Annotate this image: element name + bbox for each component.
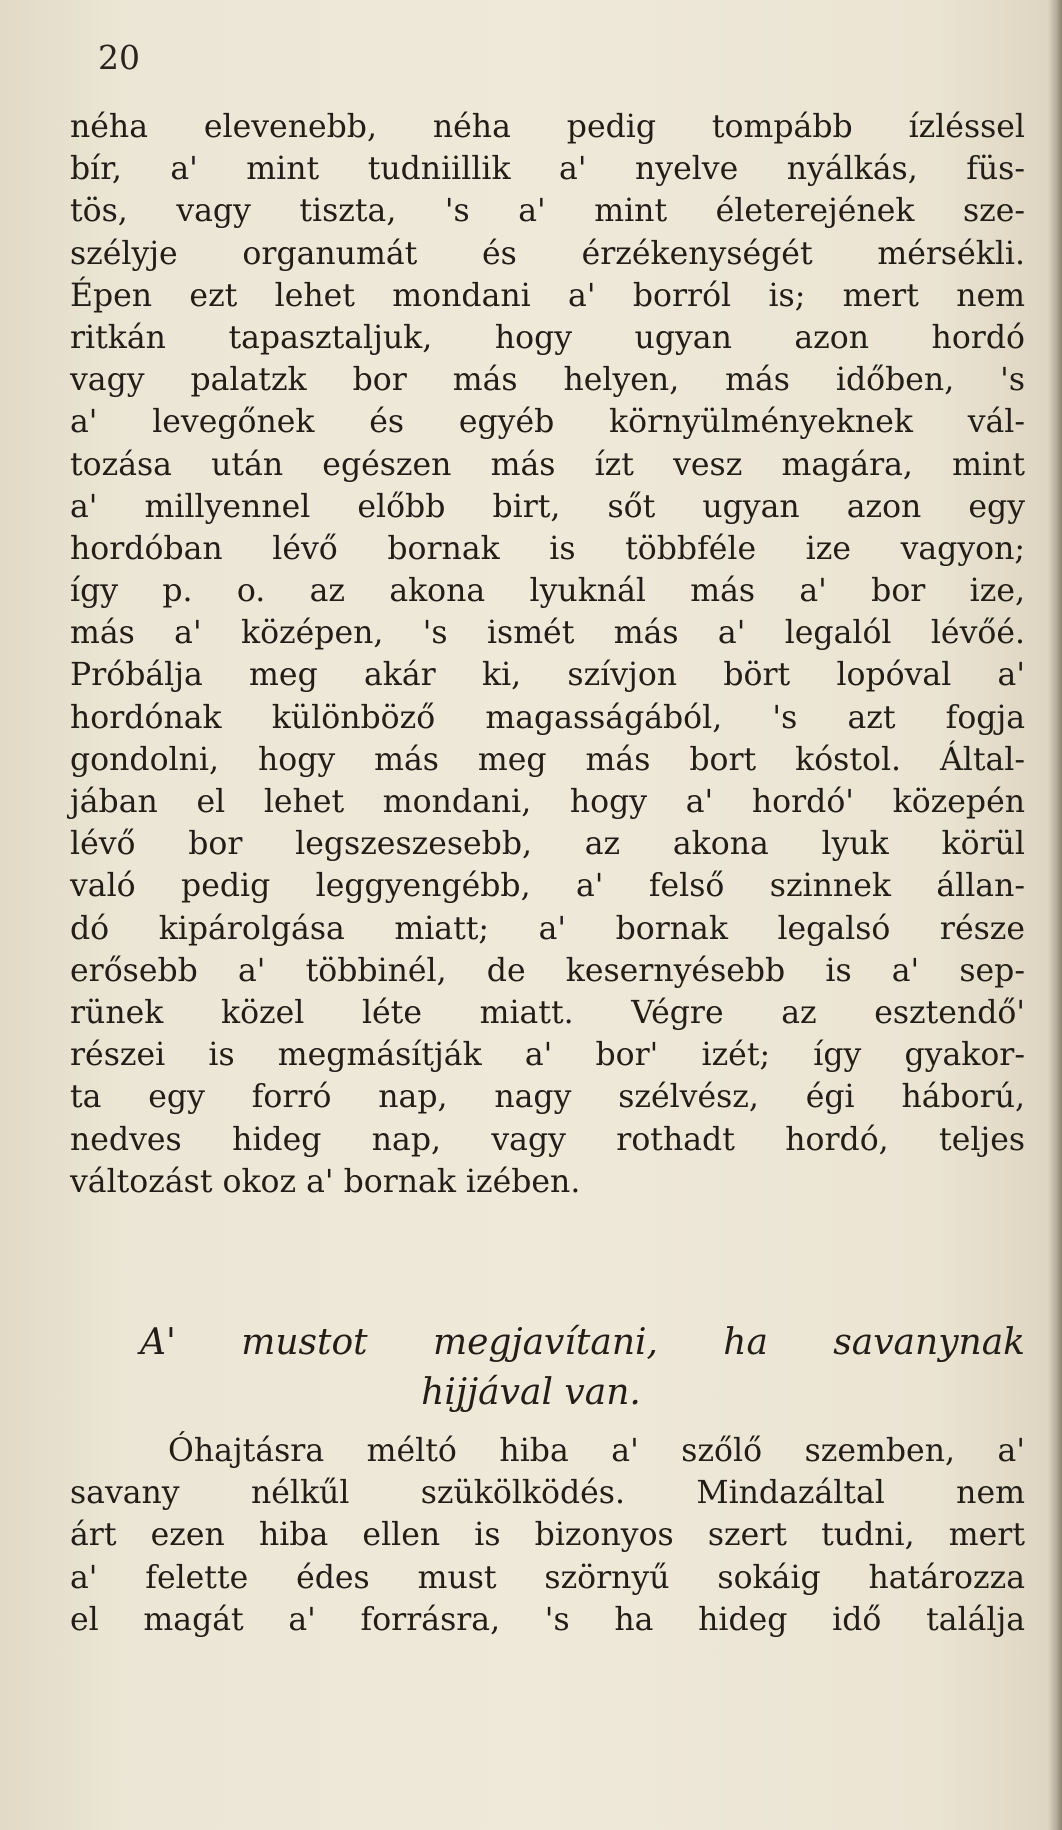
section-heading-line-2: hijjával van. xyxy=(421,1372,641,1413)
text-line: savany nélkűl szükölködés. Mindazáltal nem xyxy=(70,1475,1025,1512)
text-line: lévő bor legszeszesebb, az akona lyuk körül xyxy=(70,826,1025,863)
paragraph-2 xyxy=(70,1430,1025,1641)
text-line-last: változást okoz a' bornak izében. xyxy=(70,1163,581,1200)
text-line: így p. o. az akona lyuknál más a' bor ize, xyxy=(70,573,1025,610)
text-line: tös, vagy tiszta, 's a' mint életerejének sze- xyxy=(70,193,1025,230)
text-line: néha elevenebb, néha pedig tompább ízléssel xyxy=(70,109,1025,145)
text-line: dó kipárolgása miatt; a' bornak legalsó része xyxy=(70,910,1025,947)
text-line: más a' középen, 's ismét más a' legalól lévőé. xyxy=(70,615,1025,652)
text-line: vagy palatzk bor más helyen, más időben, 's xyxy=(70,362,1025,399)
text-line: el magát a' forrásra, 's ha hideg idő találja xyxy=(70,1601,1025,1638)
text-line: a' levegőnek és egyéb környülményeknek vál- xyxy=(70,404,1025,441)
text-line: hordónak különböző magasságából, 's azt fogja xyxy=(70,699,1025,736)
text-line: a' millyennel előbb birt, sőt ugyan azon egy xyxy=(70,488,1025,525)
text-line: bír, a' mint tudniillik a' nyelve nyálkás, füs- xyxy=(70,151,1025,188)
text-line: ritkán tapasztaljuk, hogy ugyan azon hordó xyxy=(70,319,1025,356)
text-line: Épen ezt lehet mondani a' borról is; mert nem xyxy=(70,277,1025,314)
text-line: hordóban lévő bornak is többféle ize vagyon; xyxy=(70,530,1025,567)
text-line: árt ezen hiba ellen is bizonyos szert tudni, mert xyxy=(70,1517,1025,1554)
text-line: ta egy forró nap, nagy szélvész, égi háború, xyxy=(70,1079,1025,1116)
text-line: részei is megmásítják a' bor' izét; így gyakor- xyxy=(70,1037,1025,1074)
text-line: erősebb a' többinél, de kesernyésebb is a' sep- xyxy=(70,952,1025,989)
text-line: jában el lehet mondani, hogy a' hordó' közepén xyxy=(70,784,1025,820)
text-line: rünek közel léte miatt. Végre az esztendő' xyxy=(70,994,1025,1031)
text-line: tozása után egészen más ízt vesz magára, mint xyxy=(70,446,1025,483)
text-line: szélyje organumát és érzékenységét mérsékli. xyxy=(70,235,1025,272)
text-line: Próbálja meg akár ki, szívjon bört lopóval a' xyxy=(70,657,1025,694)
text-line: a' felette édes must szörnyű sokáig határozza xyxy=(70,1559,1025,1596)
text-line: való pedig leggyengébb, a' felső szinnek állan- xyxy=(70,868,1025,905)
text-line: nedves hideg nap, vagy rothadt hordó, teljes xyxy=(70,1121,1025,1158)
page-edge-shadow xyxy=(1048,0,1062,1830)
text-line-indented: Óhajtásra méltó hiba a' szőlő szemben, a' xyxy=(168,1433,1025,1469)
page-number: 20 xyxy=(98,38,140,77)
text-line: gondolni, hogy más meg más bort kóstol. Által- xyxy=(70,741,1025,778)
section-heading-line-1: A' mustot megjavítani, ha savanynak xyxy=(140,1322,1025,1363)
paragraph-1 xyxy=(70,106,1025,1203)
